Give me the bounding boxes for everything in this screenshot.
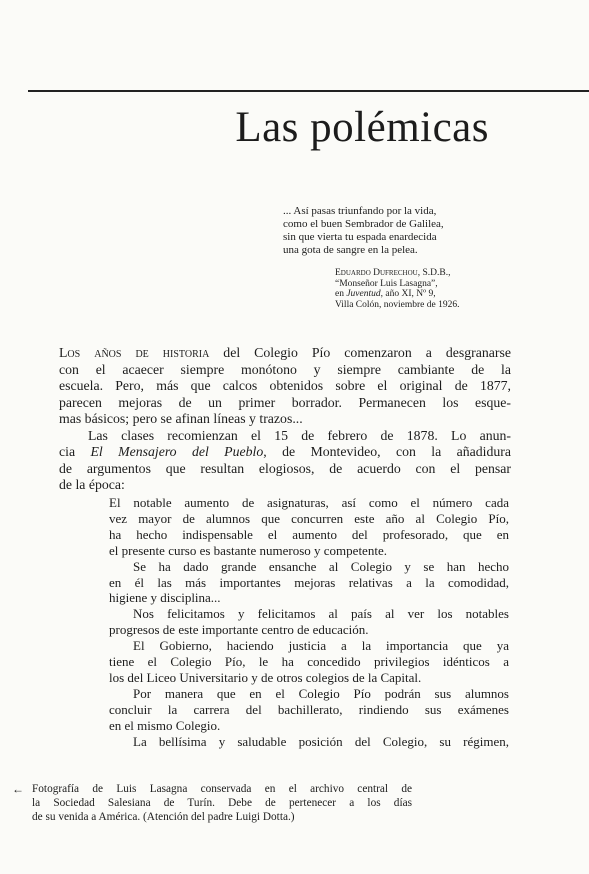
quote-line: higiene y disciplina... [109, 590, 221, 606]
attribution-line: Villa Colón, noviembre de 1926. [335, 299, 460, 310]
quote-line: el presente curso es bastante numeroso y competente. [109, 542, 387, 558]
body-line-rest: del Colegio Pío comenzaron a desgranarse [209, 345, 511, 360]
caption-line: Fotografía de Luis Lasagna conservada en el archivo central de [32, 783, 412, 795]
attribution-suffix: , año XI, Nº 9, [380, 289, 436, 299]
epigraph-line: ... Así pasas triunfando por la vida, [283, 205, 437, 217]
epigraph-line: como el buen Sembrador de Galilea, [283, 218, 444, 230]
body-line-suffix: , de Montevideo, con la añadidura [263, 444, 511, 459]
attribution-prefix: en [335, 289, 347, 299]
chapter-title: Las polémicas [235, 104, 489, 151]
block-quote [109, 495, 509, 750]
photo-caption [12, 782, 412, 824]
caption-line: de su venida a América. (Atención del padre Luigi Dotta.) [32, 811, 295, 823]
attribution-line [335, 268, 505, 279]
quote-line: ha hecho indispensable el aumento del profesorado, que en [109, 526, 509, 542]
quote-line: en él las más importantes mejoras relativas a la comodidad, [109, 574, 509, 590]
body-line: parecen mejoras de un primer borrador. Permanecen los esque- [59, 394, 511, 410]
attribution-journal: Juventud [346, 289, 381, 299]
quote-line: en el mismo Colegio. [109, 717, 221, 733]
body-line: escuela. Pero, más que calcos obtenidos sobre el original de 1877, [59, 378, 511, 393]
body-line: mas básicos; pero se afinan líneas y trazos... [59, 411, 303, 426]
body-text [59, 345, 511, 494]
attribution-line: “Monseñor Luis Lasagna”, [335, 278, 438, 289]
quote-line: Se ha dado grande ensanche al Colegio y se han hecho [133, 558, 509, 574]
body-line: de argumentos que resultan elogiosos, de acuerdo con el pensar [59, 460, 511, 476]
attribution-line [335, 289, 505, 300]
body-line: con el acaecer siempre monótono y siempre cambiante de la [59, 361, 511, 377]
quote-line: La bellísima y saludable posición del Colegio, su régimen, [133, 733, 509, 749]
epigraph-attribution [335, 268, 505, 310]
quote-line: El notable aumento de asignaturas, así como el número cada [109, 495, 509, 510]
attribution-author: Eduardo Dufrechou [335, 268, 418, 278]
body-line-prefix: cia [59, 444, 91, 459]
quote-line: Por manera que en el Colegio Pío podrán sus alumnos [133, 685, 509, 701]
caption-line: la Sociedad Salesiana de Turín. Debe de pertenecer a los días [32, 797, 412, 809]
body-lead: Los años de historia [59, 345, 210, 360]
body-line: Las clases recomienzan el 15 de febrero de 1878. Lo anun- [88, 427, 511, 443]
quote-line: tiene el Colegio Pío, le ha concedido privilegios idénticos a [109, 654, 509, 670]
quote-line: progresos de este importante centro de educación. [109, 622, 369, 638]
attribution-author-suffix: , S.D.B., [417, 268, 451, 278]
epigraph-line: una gota de sangre en la pelea. [283, 244, 418, 256]
quote-line: Nos felicitamos y felicitamos al país al ver los notables [133, 606, 509, 622]
epigraph [283, 205, 503, 257]
quote-line: vez mayor de alumnos que concurren este año al Colegio Pío, [109, 510, 509, 526]
body-line [59, 444, 511, 461]
top-rule [28, 90, 589, 92]
epigraph-line: sin que vierta tu espada enardecida [283, 231, 437, 243]
newspaper-title: El Mensajero del Pueblo [90, 444, 264, 459]
quote-line: El Gobierno, haciendo justicia a la importancia que ya [133, 638, 509, 654]
left-arrow-icon: ← [12, 782, 24, 796]
body-line: de la época: [59, 477, 125, 492]
quote-line: los del Liceo Universitario y de otros colegios de la Capital. [109, 669, 422, 685]
quote-line: concluir la carrera del bachillerato, rindiendo sus exámenes [109, 701, 509, 717]
body-line [59, 345, 511, 362]
